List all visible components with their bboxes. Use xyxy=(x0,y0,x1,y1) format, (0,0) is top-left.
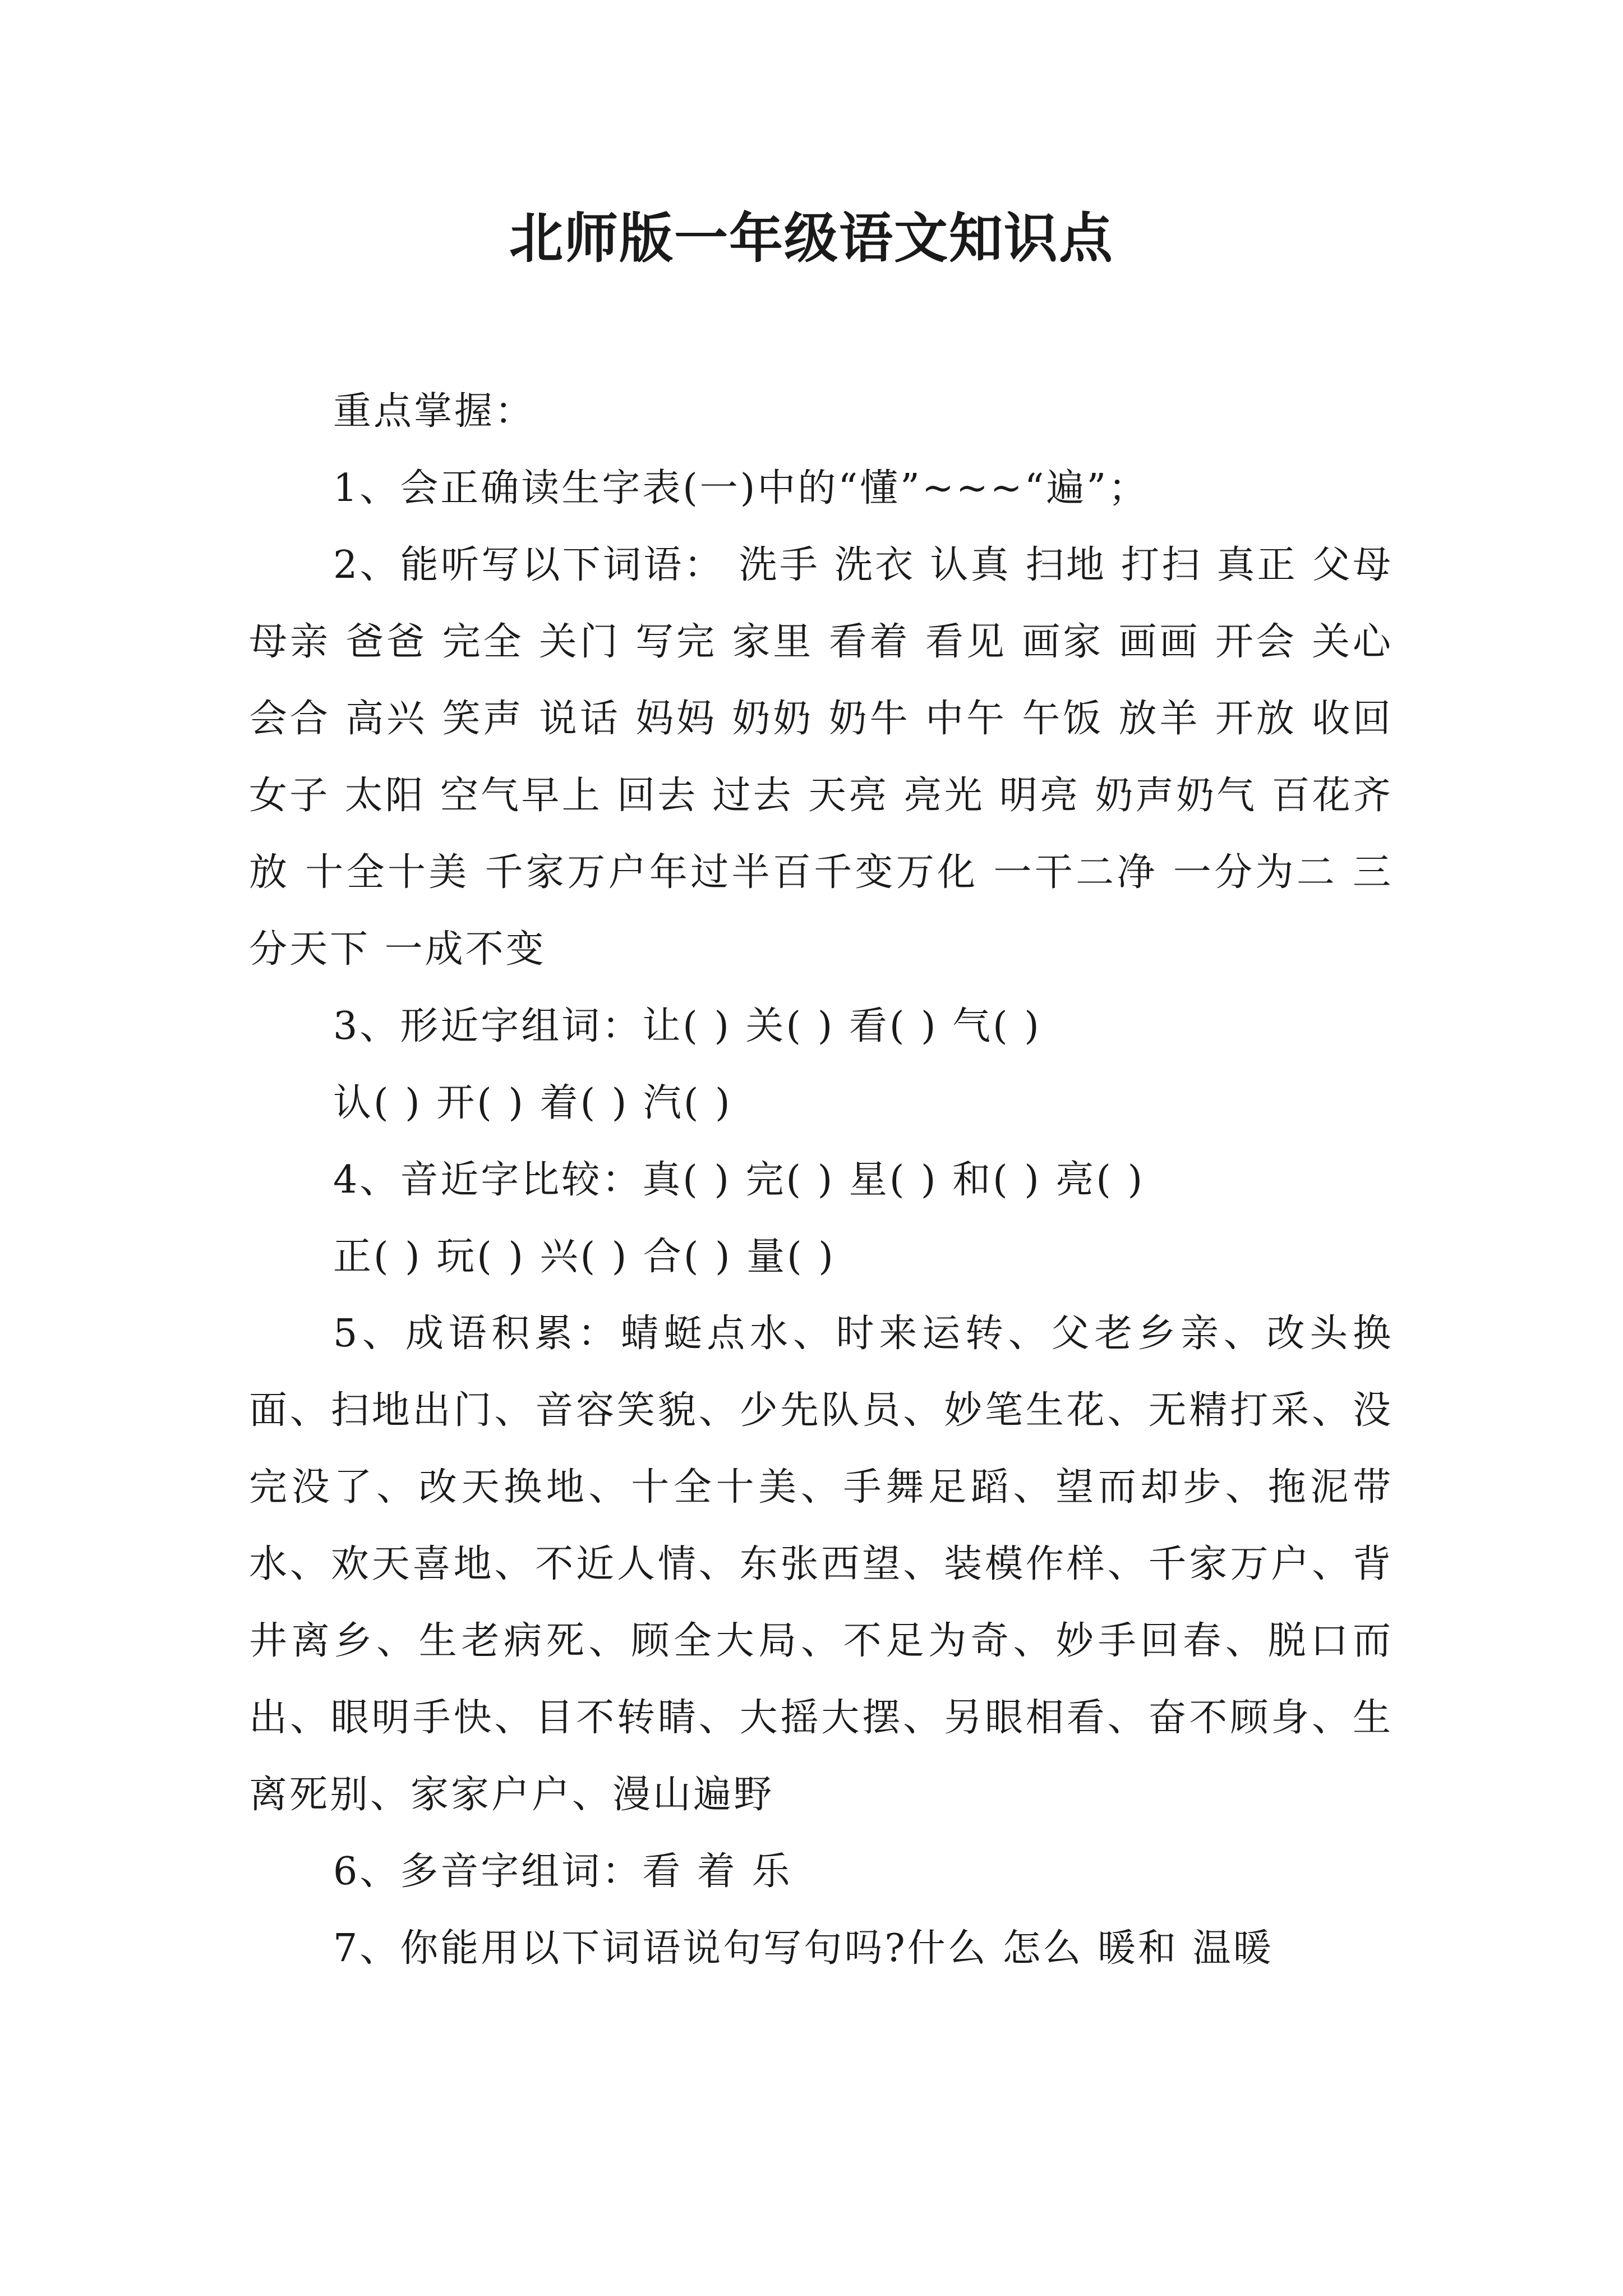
item-7-sentences: 7、你能用以下词语说句写句吗?什么 怎么 暖和 温暖 xyxy=(333,1926,1274,1971)
item-1-reading: 1、会正确读生字表(一)中的“懂”~~~“遍”； xyxy=(333,466,1149,510)
item-3-similar-chars-row2: 认( ) 开( ) 着( ) 汽( ) xyxy=(333,1081,732,1125)
item-4-homophones-row2: 正( ) 玩( ) 兴( ) 合( ) 量( ) xyxy=(333,1235,836,1279)
section-heading: 重点掌握： xyxy=(333,389,536,434)
item-5-idioms: 5、成语积累：蜻蜓点水、时来运转、父老乡亲、改头换面、扫地出门、音容笑貌、少先队员、妙笔生花、无精打采、没完没了、改天换地、十全十美、手舞足蹈、望而却步、拖泥带水、欢天喜地、不近人情、东张西望、装模作样、千家万户、背井离乡、生老病死、顾全大局、不足为奇、妙手回春、脱口而出、眼明手快、目不转睛、大摇大摆、另眼相看、奋不顾身、生离死别、家家户户、漫山遍野 xyxy=(249,1312,1393,1817)
item-6-polyphones: 6、多音字组词：看 着 乐 xyxy=(333,1849,792,1894)
item-4-homophones: 4、音近字比较：真( ) 完( ) 星( ) 和( ) 亮( ) xyxy=(333,1158,1145,1202)
item-3-similar-chars: 3、形近字组词：让( ) 关( ) 看( ) 气( ) xyxy=(333,1004,1041,1048)
item-2-dictation: 2、能听写以下词语： 洗手 洗衣 认真 扫地 打扫 真正 父母 母亲 爸爸 完全 关门 写完 家里 看着 看见 画家 画画 开会 关心 会合 高兴 笑声 说话 妈妈 奶奶 奶牛 中午 午饭 放羊 开放 收回 女子 太阳 空气早上 回去 过去 天亮 亮光 明亮 奶声奶气 百花齐放 十全十美 千家万户年过半百千变万化 一干二净 一分为二 三分天下 一成不变 xyxy=(249,543,1393,972)
document-body xyxy=(249,373,1393,1987)
document-title: 北师版一年级语文知识点 xyxy=(509,206,1114,270)
